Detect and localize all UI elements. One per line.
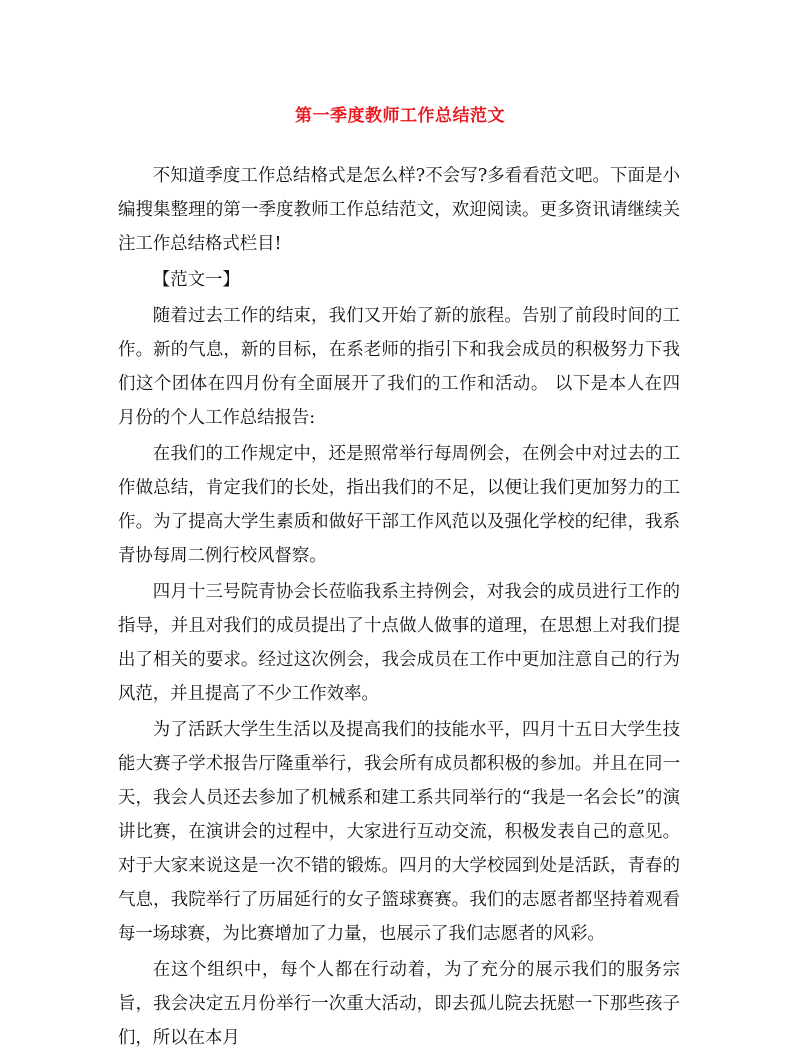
paragraph: 在我们的工作规定中，还是照常举行每周例会，在例会中对过去的工作做总结，肯定我们的长处，指出我们的不足，以便让我们更加努力的工作。为了提高大学生素质和做好干部工作风范以及强化学校的纪律，我系青协每周二例行校风督察。: [118, 444, 680, 566]
document-body: [118, 159, 680, 1057]
paragraph: 为了活跃大学生生活以及提高我们的技能水平，四月十五日大学生技能大赛子学术报告厅隆重举行，我会所有成员都积极的参加。并且在同一天，我会人员还去参加了机械系和建工系共同举行的“我是一名会长”的演讲比赛，在演讲会的过程中，大家进行互动交流，积极发表自己的意见。对于大家来说这是一次不错的锻炼。四月的大学校园到处是活跃，青春的气息，我院举行了历届延行的女子篮球赛赛。我们的志愿者都坚持着观看每一场球赛，为比赛增加了力量，也展示了我们志愿者的风彩。: [118, 720, 680, 944]
document-title: 第一季度教师工作总结范文: [295, 106, 505, 126]
section-heading: 【范文一】: [152, 270, 240, 290]
paragraph-intro: 不知道季度工作总结格式是怎么样?不会写?多看看范文吧。下面是小编搜集整理的第一季度教师工作总结范文，欢迎阅读。更多资讯请继续关注工作总结格式栏目!: [118, 166, 680, 254]
paragraph: 随着过去工作的结束，我们又开始了新的旅程。告别了前段时间的工作。新的气息，新的目标，在系老师的指引下和我会成员的积极努力下我们这个团体在四月份有全面展开了我们的工作和活动。 以下是本人在四月份的个人工作总结报告:: [118, 306, 680, 428]
paragraph: 四月十三号院青协会长莅临我系主持例会，对我会的成员进行工作的指导，并且对我们的成员提出了十点做人做事的道理，在思想上对我们提出了相关的要求。经过这次例会，我会成员在工作中更加注意自己的行为风范，并且提高了不少工作效率。: [118, 582, 680, 704]
paragraph: 在这个组织中，每个人都在行动着，为了充分的展示我们的服务宗旨，我会决定五月份举行一次重大活动，即去孤儿院去抚慰一下那些孩子们，所以在本月: [118, 960, 680, 1048]
